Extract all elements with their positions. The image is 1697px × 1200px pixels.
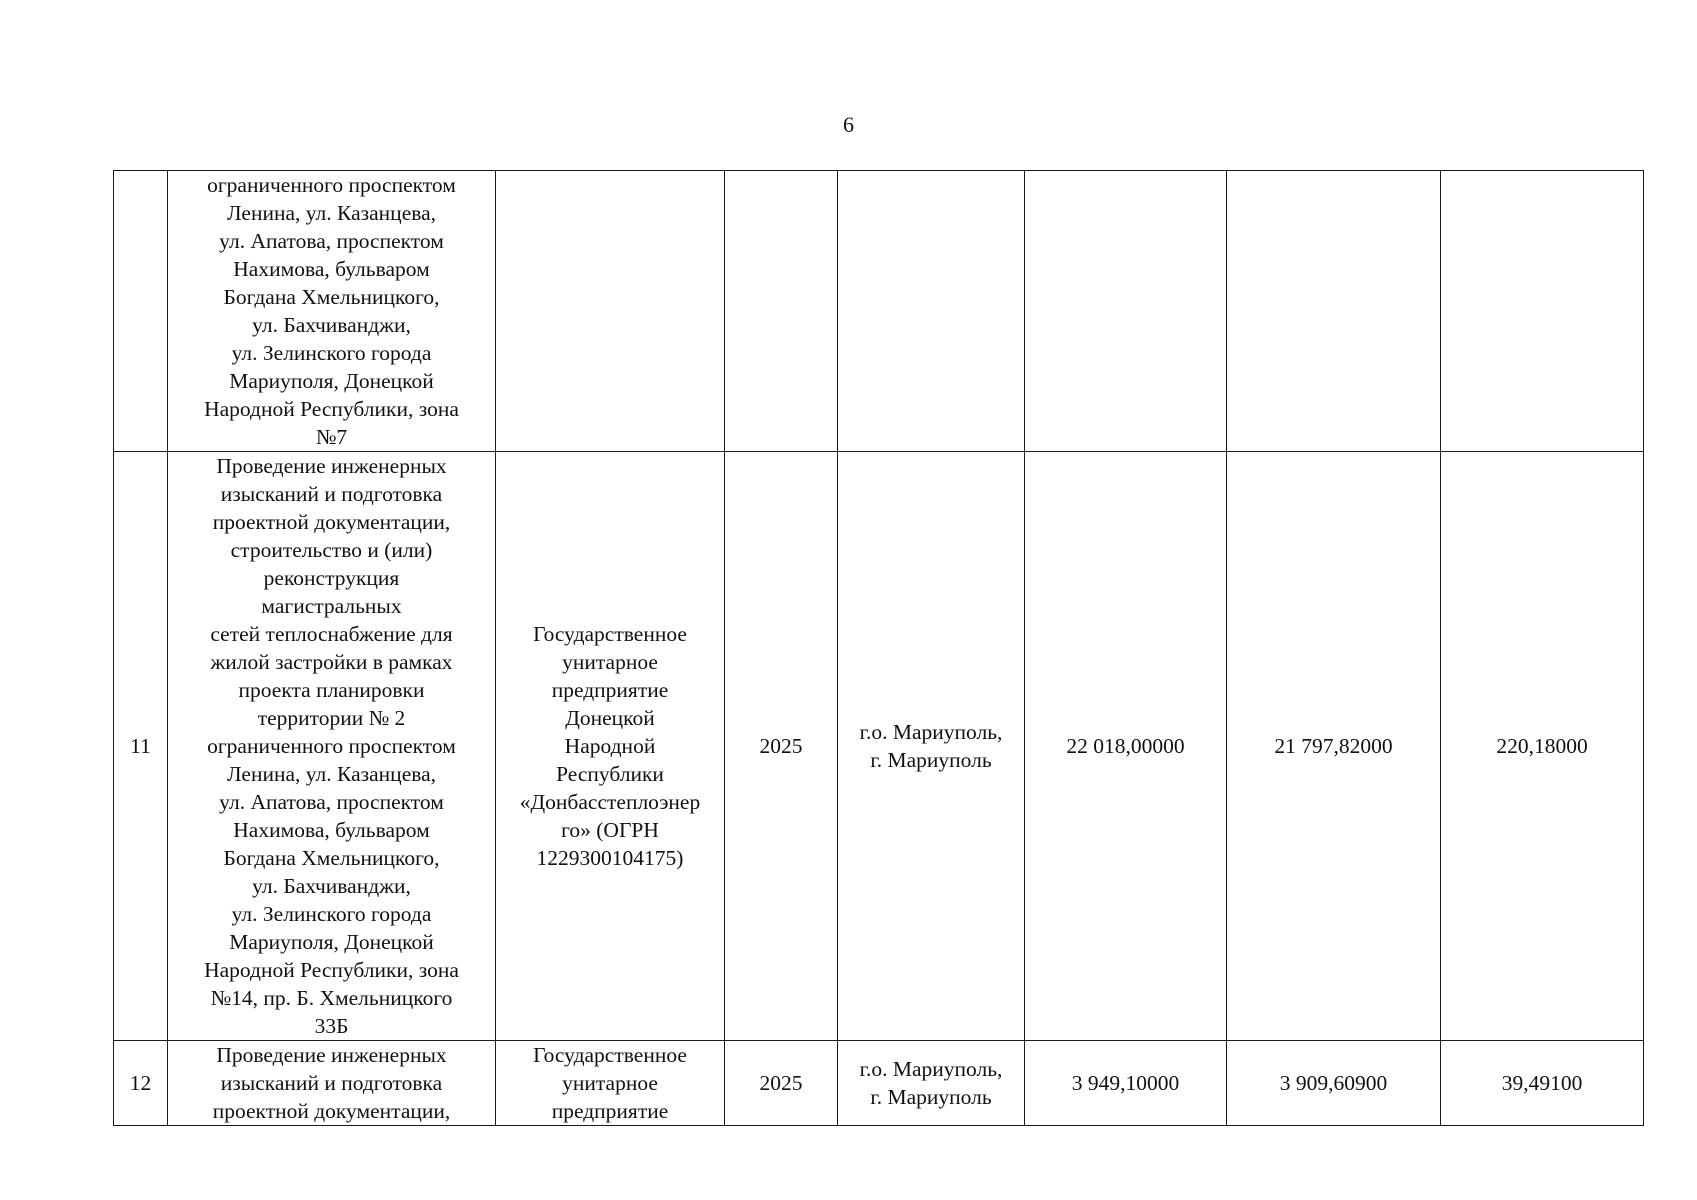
organization-cell: Государственное унитарное предприятие <box>496 1041 725 1126</box>
amount-cell: 220,18000 <box>1441 452 1644 1041</box>
amount-cell: 3 909,60900 <box>1227 1041 1441 1126</box>
project-table <box>113 170 1644 1126</box>
table-row <box>114 171 1644 452</box>
amount-cell <box>1441 171 1644 452</box>
total-cell: 22 018,00000 <box>1025 452 1227 1041</box>
page-number: 6 <box>843 112 854 137</box>
description-cell: ограниченного проспектом Ленина, ул. Казанцева, ул. Апатова, проспектом Нахимова, бульваром Богдана Хмельницкого, ул. Бахчиванджи, ул. Зелинского города Мариуполя, Донецкой Народной Республики, зона №7 <box>168 171 496 452</box>
year-cell: 2025 <box>725 1041 838 1126</box>
amount-cell: 21 797,82000 <box>1227 452 1441 1041</box>
amount-cell: 39,49100 <box>1441 1041 1644 1126</box>
table-row <box>114 452 1644 1041</box>
total-cell: 3 949,10000 <box>1025 1041 1227 1126</box>
location-cell <box>838 171 1025 452</box>
total-cell <box>1025 171 1227 452</box>
row-number-cell <box>114 171 168 452</box>
location-cell: г.о. Мариуполь, г. Мариуполь <box>838 452 1025 1041</box>
description-cell: Проведение инженерных изысканий и подготовка проектной документации, <box>168 1041 496 1126</box>
location-cell: г.о. Мариуполь, г. Мариуполь <box>838 1041 1025 1126</box>
organization-cell: Государственное унитарное предприятие Донецкой Народной Республики «Донбасстеплоэнер го» (ОГРН 1229300104175) <box>496 452 725 1041</box>
year-cell <box>725 171 838 452</box>
year-cell: 2025 <box>725 452 838 1041</box>
table-row <box>114 1041 1644 1126</box>
amount-cell <box>1227 171 1441 452</box>
row-number-cell: 11 <box>114 452 168 1041</box>
description-cell: Проведение инженерных изысканий и подготовка проектной документации, строительство и (или) реконструкция магистральных сетей теплоснабжение для жилой застройки в рамках проекта планировки территории № 2 ограниченного проспектом Ленина, ул. Казанцева, ул. Апатова, проспектом Нахимова, бульваром Богдана Хмельницкого, ул. Бахчиванджи, ул. Зелинского города Мариуполя, Донецкой Народной Республики, зона №14, пр. Б. Хмельницкого 33Б <box>168 452 496 1041</box>
organization-cell <box>496 171 725 452</box>
row-number-cell: 12 <box>114 1041 168 1126</box>
